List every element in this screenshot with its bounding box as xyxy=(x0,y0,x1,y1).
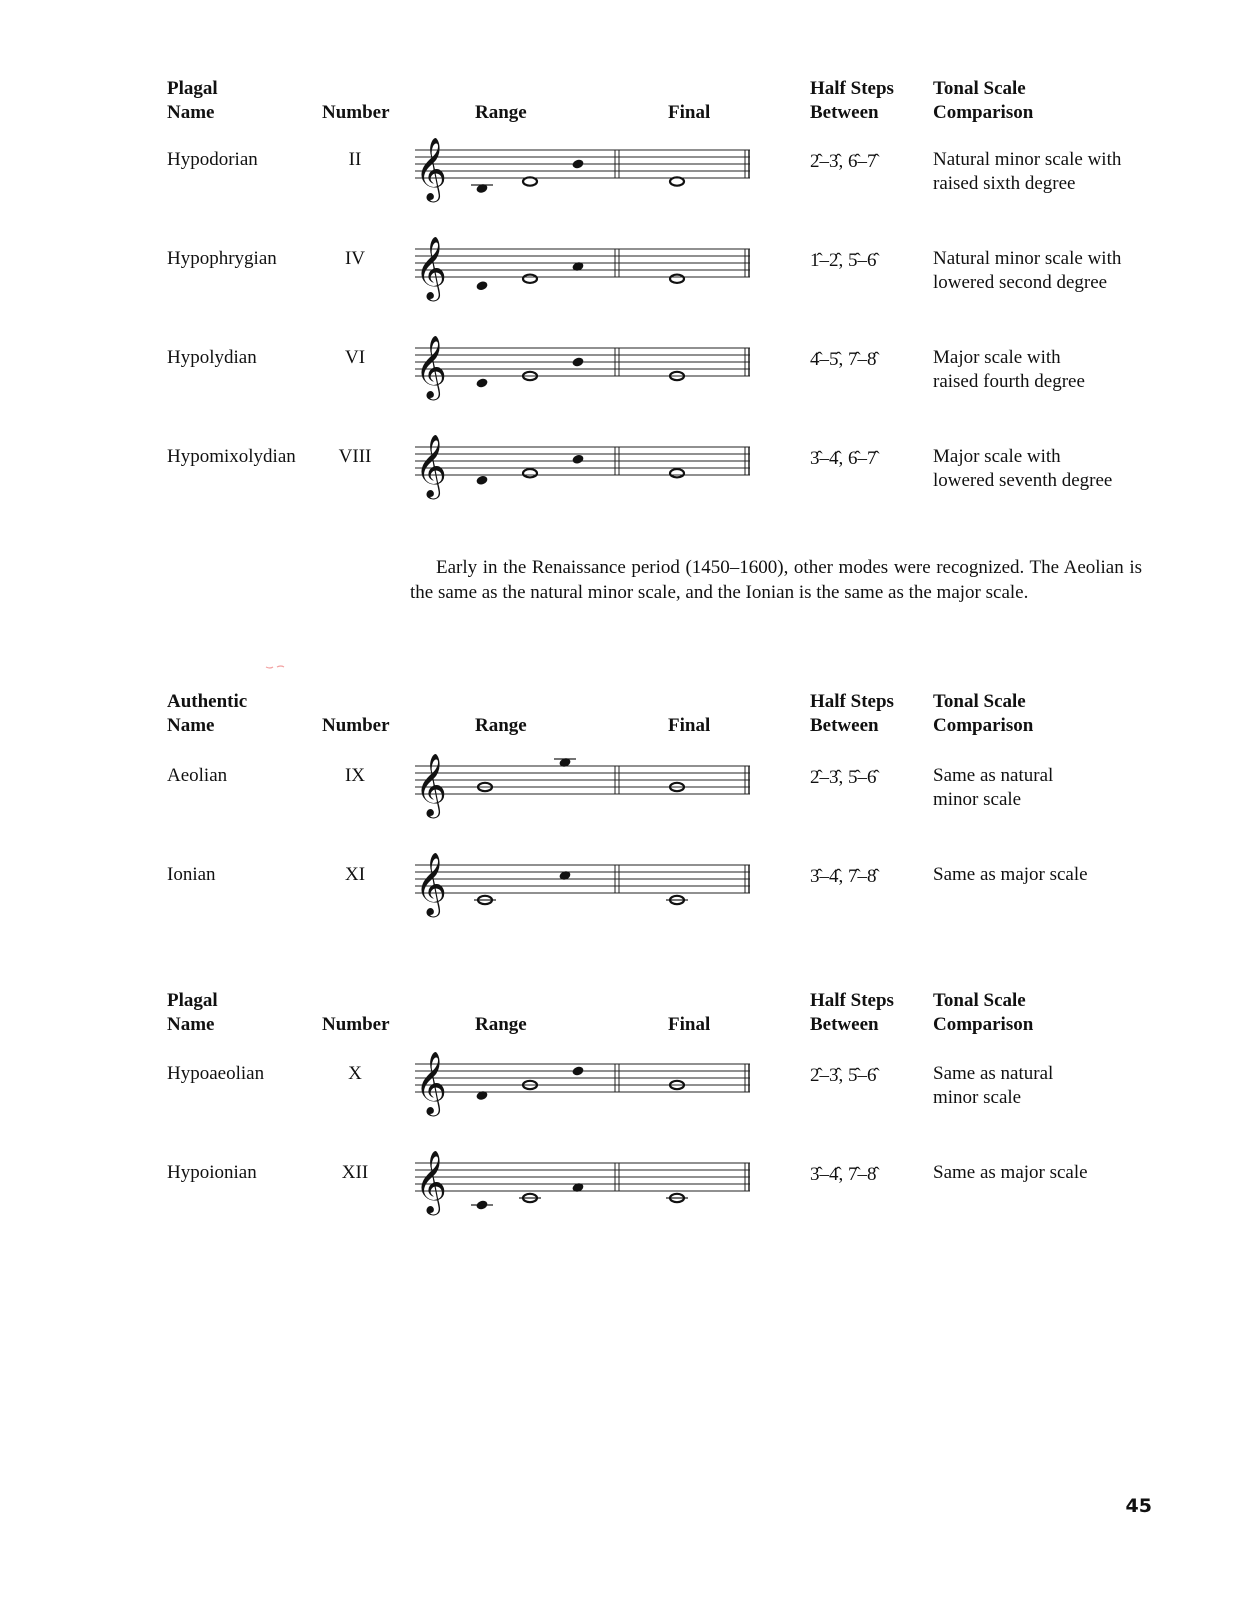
half-steps: 3̂–4̂, 6̂–7̂ xyxy=(810,448,877,469)
header-range: Range xyxy=(475,1014,527,1035)
range-note xyxy=(475,377,488,388)
header-final: Final xyxy=(668,1014,711,1035)
staff xyxy=(415,427,765,507)
staff xyxy=(415,845,765,925)
range-note xyxy=(523,275,537,283)
range-note xyxy=(475,1199,488,1210)
mode-name: Hypophrygian xyxy=(167,248,277,269)
staff-lines xyxy=(415,865,750,893)
mode-number: II xyxy=(348,149,362,170)
staff xyxy=(415,1044,765,1124)
header-name: Authentic Name xyxy=(167,691,248,736)
half-steps: 1̂–2̂, 5̂–6̂ xyxy=(810,250,877,271)
header-name: Plagal Name xyxy=(167,990,218,1035)
header-tonal-scale: Tonal Scale Comparison xyxy=(933,990,1034,1035)
header-half-steps: Half Steps Between xyxy=(810,691,894,736)
mode-number: XII xyxy=(341,1162,369,1183)
tonal-comparison: Natural minor scale with raised sixth degree xyxy=(933,149,1122,194)
half-steps: 4̂–5̂, 7̂–8̂ xyxy=(810,349,877,370)
tonal-comparison: Natural minor scale with lowered second degree xyxy=(933,248,1122,293)
half-steps: 2̂–3̂, 5̂–6̂ xyxy=(810,767,877,788)
mode-name: Hypodorian xyxy=(167,149,258,170)
tonal-comparison: Major scale with lowered seventh degree xyxy=(933,446,1113,491)
header-range: Range xyxy=(475,715,527,736)
tonal-comparison: Same as natural minor scale xyxy=(933,765,1054,810)
treble-clef-icon: 𝄞 xyxy=(415,753,447,816)
final-note xyxy=(670,469,684,477)
mode-number: XI xyxy=(344,864,366,885)
header-range: Range xyxy=(475,102,527,123)
stray-mark xyxy=(265,665,285,669)
treble-clef-icon: 𝄞 xyxy=(415,852,447,915)
range-note xyxy=(571,356,584,367)
header-half-steps: Half Steps Between xyxy=(810,990,894,1035)
mode-name: Hypoionian xyxy=(167,1162,257,1183)
mode-name: Hypoaeolian xyxy=(167,1063,265,1084)
treble-clef-icon: 𝄞 xyxy=(415,434,447,497)
final-note xyxy=(670,275,684,283)
range-note xyxy=(475,280,488,291)
half-steps: 3̂–4̂, 7̂–8̂ xyxy=(810,1164,877,1185)
header-final: Final xyxy=(668,102,711,123)
body-paragraph: Early in the Renaissance period (1450–1600), other modes were recognized. The Aeolian is the same as the natural minor scale, and the Ionian is the same as the major scale. xyxy=(410,557,1142,603)
staff xyxy=(415,746,765,826)
final-note xyxy=(670,177,684,185)
header-number: Number xyxy=(322,715,390,736)
staff xyxy=(415,130,765,210)
header-final: Final xyxy=(668,715,711,736)
mode-number: VIII xyxy=(338,446,372,467)
header-name: Plagal Name xyxy=(167,78,218,123)
mode-number: VI xyxy=(344,347,366,368)
mode-number: X xyxy=(348,1063,362,1084)
treble-clef-icon: 𝄞 xyxy=(415,1150,447,1213)
header-half-steps: Half Steps Between xyxy=(810,78,894,123)
staff-lines xyxy=(415,249,750,277)
staff xyxy=(415,1143,765,1223)
treble-clef-icon: 𝄞 xyxy=(415,236,447,299)
half-steps: 3̂–4̂, 7̂–8̂ xyxy=(810,866,877,887)
mode-number: IX xyxy=(344,765,366,786)
mode-name: Ionian xyxy=(167,864,216,885)
header-tonal-scale: Tonal Scale Comparison xyxy=(933,691,1034,736)
staff xyxy=(415,328,765,408)
range-note xyxy=(571,454,584,465)
mode-name: Aeolian xyxy=(167,765,228,786)
treble-clef-icon: 𝄞 xyxy=(415,335,447,398)
tonal-comparison: Same as major scale xyxy=(933,1162,1088,1183)
tonal-comparison: Same as natural minor scale xyxy=(933,1063,1054,1108)
header-tonal-scale: Tonal Scale Comparison xyxy=(933,78,1034,123)
staff xyxy=(415,229,765,309)
range-note xyxy=(523,177,537,185)
tonal-comparison: Same as major scale xyxy=(933,864,1088,885)
header-number: Number xyxy=(322,102,390,123)
range-note xyxy=(523,469,537,477)
range-note xyxy=(475,475,488,486)
mode-name: Hypolydian xyxy=(167,347,257,368)
range-note xyxy=(571,158,584,169)
tonal-comparison: Major scale with raised fourth degree xyxy=(933,347,1085,392)
half-steps: 2̂–3̂, 6̂–7̂ xyxy=(810,151,877,172)
mode-name: Hypomixolydian xyxy=(167,446,296,467)
page-number: 45 xyxy=(1125,1495,1152,1517)
mode-number: IV xyxy=(344,248,366,269)
half-steps: 2̂–3̂, 5̂–6̂ xyxy=(810,1065,877,1086)
header-number: Number xyxy=(322,1014,390,1035)
treble-clef-icon: 𝄞 xyxy=(415,1051,447,1114)
staff-lines xyxy=(415,766,750,794)
treble-clef-icon: 𝄞 xyxy=(415,137,447,200)
range-note xyxy=(571,1065,584,1076)
staff-lines xyxy=(415,447,750,475)
